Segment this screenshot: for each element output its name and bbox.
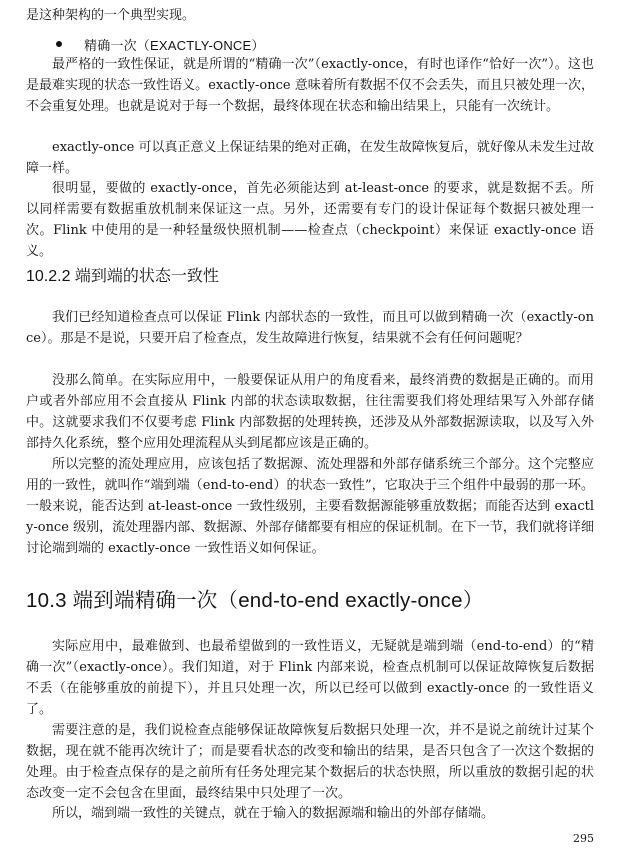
chapter-heading: 10.3 端到端精确一次（end-to-end exactly-once） (26, 589, 484, 612)
paragraph: 实际应用中，最难做到、也最希望做到的一致性语义，无疑就是端到端（end-to-end）的“精确一次”（exactly-once）。我们知道，对于 Flink 内部来说，检查点机制可以保证故障恢复后数据不丢（在能够重放的前提下），并且只处理一次，所以已经可以做到 exactly-once 的一致性语义了。 (26, 639, 594, 717)
paragraph: 需要注意的是，我们说检查点能够保证故障恢复后数据只处理一次，并不是说之前统计过某个数据，现在就不能再次统计了；而是要看状态的改变和输出的结果，是否只包含了一次这个数据的处理。由于检查点保存的是之前所有任务处理完某个数据后的状态快照，所以重放的数据引起的状态改变一定不会包含在里面，最终结果中只处理了一次。 (26, 723, 594, 801)
bullet-dot-icon (56, 41, 62, 47)
bullet-label: 精确一次（EXACTLY-ONCE） (84, 37, 265, 53)
paragraph: 最严格的一致性保证，就是所谓的“精确一次”（exactly-once，有时也译作“恰好一次”）。这也是最难实现的状态一致性语义。exactly-once 意味着所有数据不仅不会丢失，而且只被处理一次，不会重复处理。也就是说对于每一个数据，最终体现在状态和输出结果上，只能有一次统计。 (26, 57, 594, 114)
section-heading: 10.2.2 端到端的状态一致性 (26, 268, 219, 285)
carryover-line: 是这种架构的一个典型实现。 (26, 8, 196, 23)
paragraph: 我们已经知道检查点可以保证 Flink 内部状态的一致性，而且可以做到精确一次（exactly-once）。那是不是说，只要开启了检查点，发生故障进行恢复，结果就不会有任何问题呢？ (26, 310, 594, 346)
page-number: 295 (573, 832, 594, 845)
paragraph: 没那么简单。在实际应用中，一般要保证从用户的角度看来，最终消费的数据是正确的。而用户或者外部应用不会直接从 Flink 内部的状态读取数据，往往需要我们将处理结果写入外部存储中。这就要求我们不仅要考虑 Flink 内部数据的处理转换，还涉及从外部数据源读取，以及写入外部持久化系统，整个应用处理流程从头到尾都应该是正确的。 (26, 373, 594, 451)
bullet-item (56, 34, 265, 54)
paragraph: 很明显，要做的 exactly-once，首先必须能达到 at-least-once 的要求，就是数据不丢。所以同样需要有数据重放机制来保证这一点。另外，还需要有专门的设计保证每个数据只被处理一次。Flink 中使用的是一种轻量级快照机制——检查点（checkpoint）来保证 exactly-once 语义。 (26, 181, 594, 259)
paragraph: 所以完整的流处理应用，应该包括了数据源、流处理器和外部存储系统三个部分。这个完整应用的一致性，就叫作“端到端（end-to-end）的状态一致性”，它取决于三个组件中最弱的那一环。一般来说，能否达到 at-least-once 一致性级别，主要看数据源能够重放数据；而能否达到 exactly-once 级别，流处理器内部、数据源、外部存储都要有相应的保证机制。在下一节，我们就将详细讨论端到端的 exactly-once 一致性语义如何保证。 (26, 457, 594, 556)
paragraph: 所以，端到端一致性的关键点，就在于输入的数据源端和输出的外部存储端。 (52, 806, 495, 821)
paragraph: exactly-once 可以真正意义上保证结果的绝对正确，在发生故障恢复后，就好像从未发生过故障一样。 (26, 140, 594, 176)
